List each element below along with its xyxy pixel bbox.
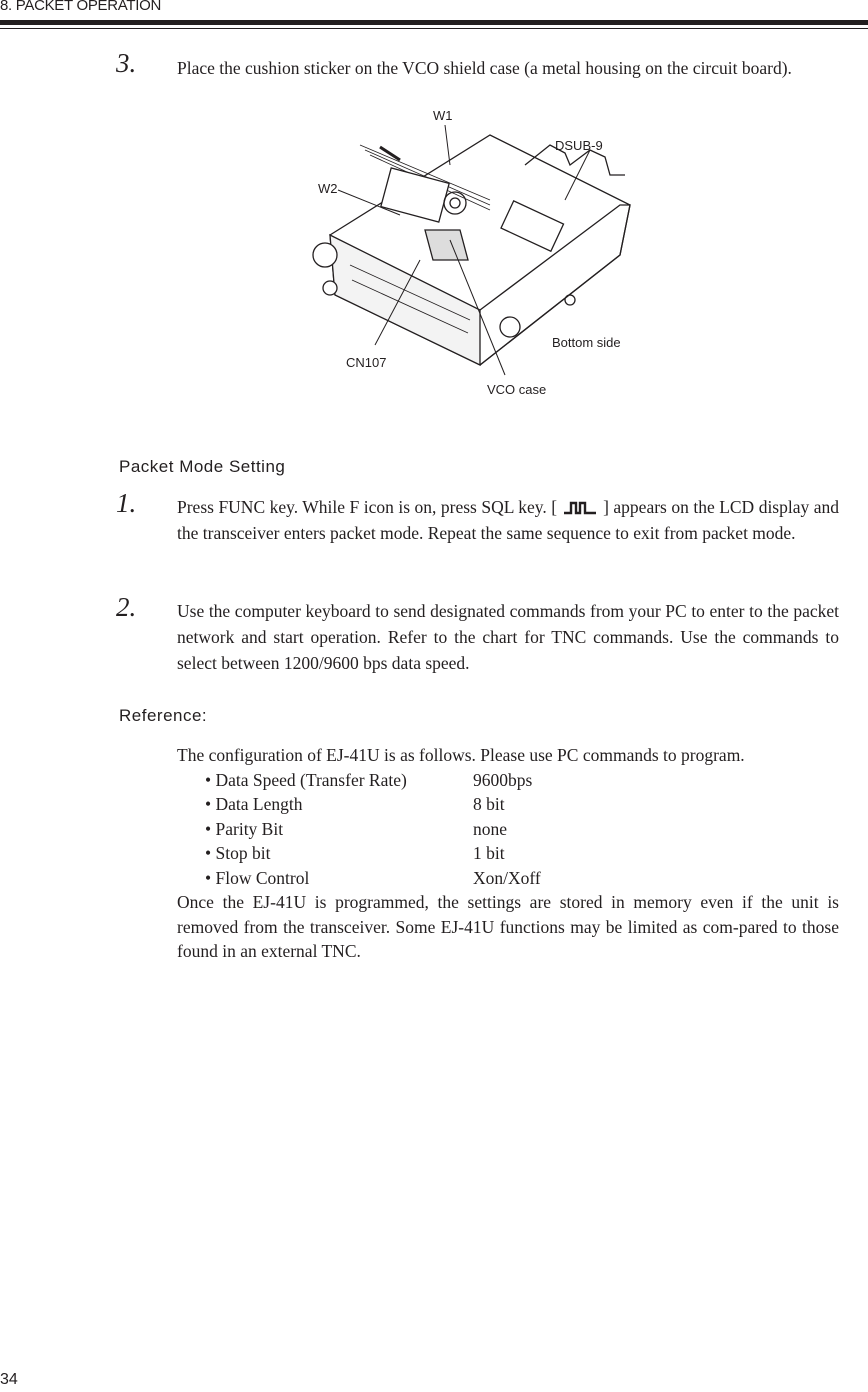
section-header: 8. PACKET OPERATION bbox=[0, 0, 162, 14]
step-text bbox=[177, 494, 839, 546]
setting-row bbox=[177, 841, 839, 866]
reference-outro: Once the EJ-41U is programmed, the settings are stored in memory even if the unit is removed from the transceiver. Some EJ-41U functions may be limited as com-pared to those found in an external TNC. bbox=[177, 892, 839, 961]
reference-intro: The configuration of EJ-41U is as follows. Please use PC commands to program. bbox=[177, 745, 745, 765]
header-rule-thick bbox=[0, 20, 868, 25]
label-w2: W2 bbox=[318, 181, 338, 196]
step-text-after: ] appears on the LCD display and the transceiver enters packet mode. Repeat the same sequence to exit from packet mode. bbox=[177, 497, 839, 543]
setting-row bbox=[177, 817, 839, 842]
step-number: 2. bbox=[116, 592, 137, 622]
reference-body bbox=[177, 743, 839, 964]
setting-value: 9600bps bbox=[473, 769, 533, 790]
transceiver-diagram bbox=[290, 105, 650, 405]
page-number: 34 bbox=[0, 1371, 18, 1388]
section-title-packet-mode: Packet Mode Setting bbox=[119, 457, 286, 476]
label-vco-case: VCO case bbox=[487, 382, 547, 397]
setting-row bbox=[177, 792, 839, 817]
setting-row bbox=[177, 866, 839, 891]
setting-name: • Stop bit bbox=[205, 843, 271, 863]
step-text: Use the computer keyboard to send designated commands from your PC to enter to the packet network and start operation. Refer to the chart for TNC commands. Use the commands to select between 1200/9600 bps data speed. bbox=[177, 601, 839, 673]
header-rule-thin bbox=[0, 28, 868, 29]
step-text: Place the cushion sticker on the VCO shield case (a metal housing on the circuit board). bbox=[177, 58, 792, 78]
setting-name: • Parity Bit bbox=[205, 818, 284, 839]
step-text-before: Press FUNC key. While F icon is on, press SQL key. [ bbox=[177, 497, 558, 517]
setting-row bbox=[177, 768, 839, 793]
setting-name: • Data Speed (Transfer Rate) bbox=[205, 769, 407, 790]
label-cn107: CN107 bbox=[346, 355, 387, 370]
section-title-reference: Reference: bbox=[119, 706, 208, 725]
setting-value: 8 bit bbox=[473, 794, 505, 814]
setting-value: 1 bit bbox=[473, 843, 505, 863]
label-dsub9: DSUB-9 bbox=[555, 138, 603, 153]
setting-name: • Data Length bbox=[205, 794, 303, 814]
setting-name: • Flow Control bbox=[205, 867, 310, 888]
packet-icon bbox=[563, 501, 597, 515]
step-number: 1. bbox=[116, 488, 137, 518]
setting-value: none bbox=[473, 818, 508, 839]
setting-value: Xon/Xoff bbox=[473, 867, 541, 888]
step-number: 3. bbox=[116, 48, 137, 78]
label-w1: W1 bbox=[433, 108, 453, 123]
label-bottom-side: Bottom side bbox=[552, 335, 621, 350]
